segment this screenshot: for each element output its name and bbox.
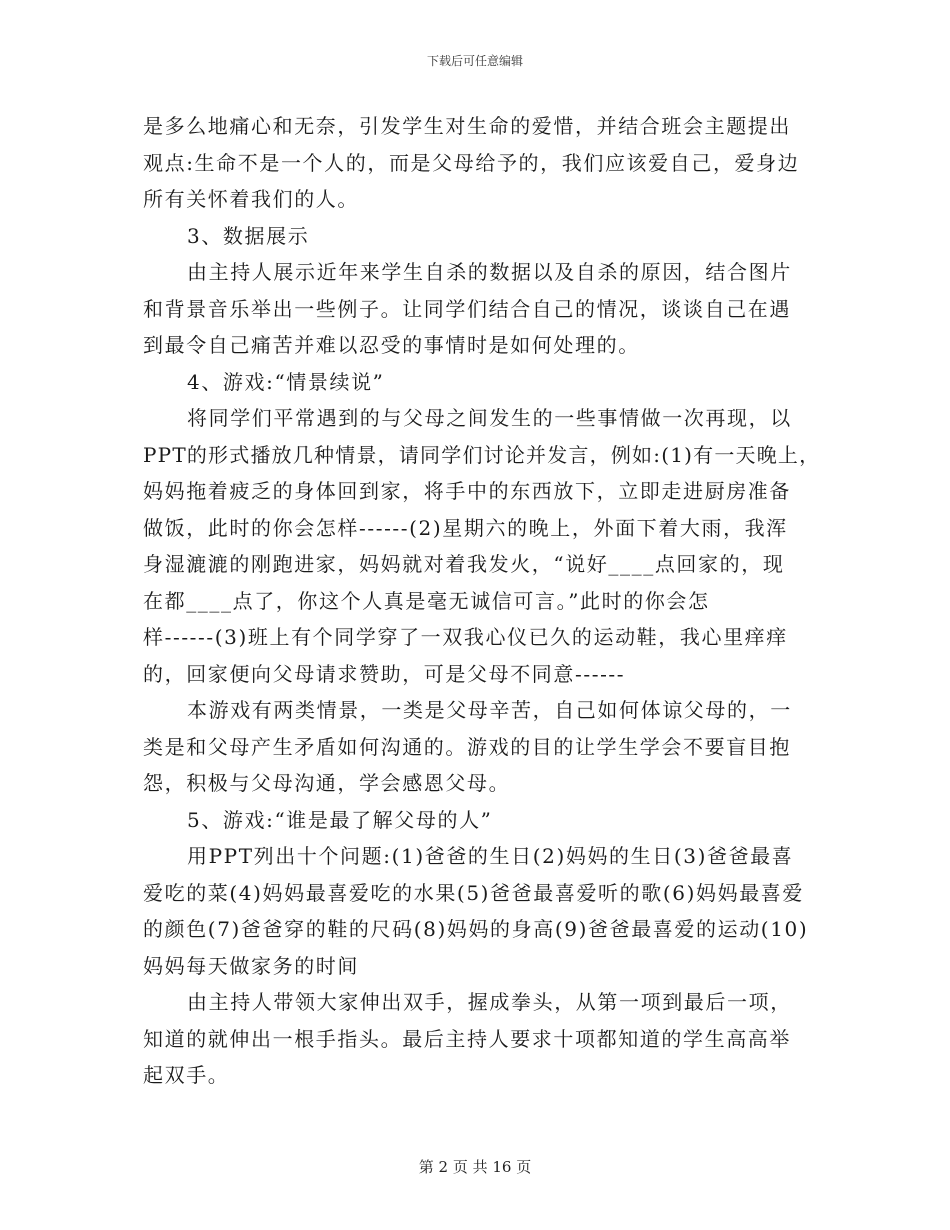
paragraph-line: PPT的形式播放几种情景，请同学们讨论并发言，例如:(1)有一天晚上， [143, 442, 821, 467]
paragraph-line: 样------(3)班上有个同学穿了一双我心仪已久的运动鞋，我心里痒痒 [143, 625, 788, 649]
paragraph-line: 的，回家便向父母请求赞助，可是父母不同意------ [143, 661, 626, 686]
paragraph-line: 由主持人展示近年来学生自杀的数据以及自杀的原因，结合图片 [187, 260, 792, 284]
paragraph-line: 的颜色(7)爸爸穿的鞋的尺码(8)妈妈的身高(9)爸爸最喜爱的运动(10) [143, 917, 809, 941]
paragraph-line: 做饭，此时的你会怎样------(2)星期六的晚上，外面下着大雨，我浑 [143, 515, 788, 540]
paragraph-line: 本游戏有两类情景，一类是父母辛苦，自己如何体谅父母的，一 [187, 698, 792, 722]
paragraph-line: 用PPT列出十个问题:(1)爸爸的生日(2)妈妈的生日(3)爸爸最喜 [187, 844, 794, 868]
paragraph-line: 身湿漉漉的刚跑进家，妈妈就对着我发火，“说好____点回家的，现 [143, 552, 785, 576]
paragraph-line: 将同学们平常遇到的与父母之间发生的一些事情做一次再现，以 [187, 406, 792, 430]
paragraph-line: 怨，积极与父母沟通，学会感恩父母。 [143, 771, 511, 795]
paragraph-line: 在都____点了，你这个人真是毫无诚信可言。”此时的你会怎 [143, 588, 710, 613]
paragraph-line: 观点:生命不是一个人的，而是父母给予的，我们应该爱自己，爱身边 [143, 150, 800, 175]
section-heading: 4、游戏:“情景续说” [187, 369, 385, 394]
paragraph-line: 和背景音乐举出一些例子。让同学们结合自己的情况，谈谈自己在遇 [143, 296, 791, 321]
paragraph-line: 由主持人带领大家伸出双手，握成拳头，从第一项到最后一项， [187, 990, 792, 1014]
section-heading: 3、数据展示 [187, 223, 310, 248]
paragraph-line: 知道的就伸出一根手指头。最后主持人要求十项都知道的学生高高举 [143, 1026, 791, 1051]
paragraph-line: 类是和父母产生矛盾如何沟通的。游戏的目的让学生学会不要盲目抱 [143, 734, 791, 759]
section-heading: 5、游戏:“谁是最了解父母的人” [187, 807, 493, 832]
page-footer: 第 2 页 共 16 页 [418, 1158, 532, 1176]
page-header: 下载后可任意编辑 [426, 54, 523, 68]
paragraph-line: 到最令自己痛苦并难以忍受的事情时是如何处理的。 [143, 333, 640, 357]
paragraph-line: 妈妈拖着疲乏的身体回到家，将手中的东西放下，立即走进厨房准备 [143, 479, 791, 503]
paragraph-line: 所有关怀着我们的人。 [143, 187, 359, 211]
paragraph-line: 爱吃的菜(4)妈妈最喜爱吃的水果(5)爸爸最喜爱听的歌(6)妈妈最喜爱 [143, 880, 804, 905]
paragraph-line: 妈妈每天做家务的时间 [143, 953, 359, 978]
document-body [143, 108, 821, 1094]
paragraph-line: 是多么地痛心和无奈，引发学生对生命的爱惜，并结合班会主题提出 [143, 114, 791, 138]
paragraph-line: 起双手。 [143, 1063, 230, 1087]
